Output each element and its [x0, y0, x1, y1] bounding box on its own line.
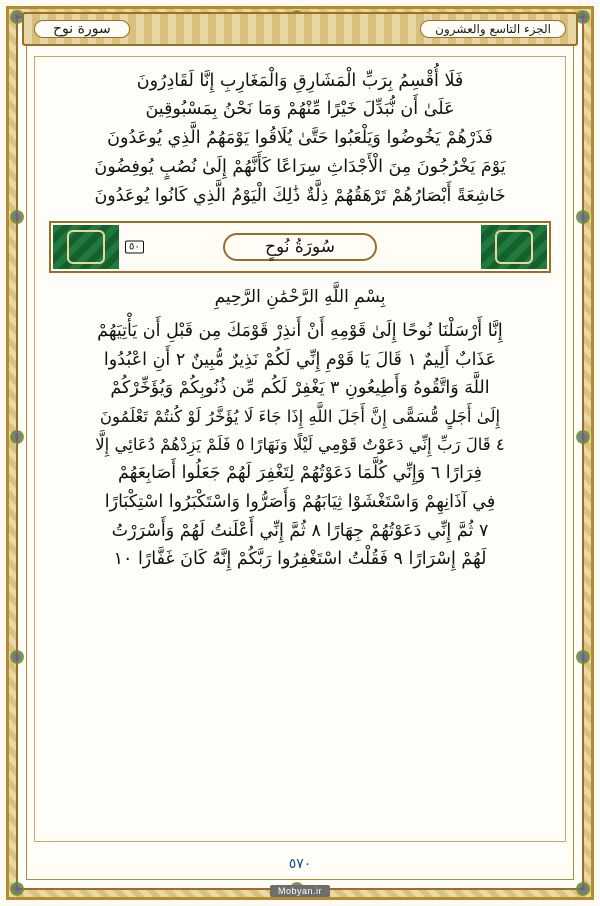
ayah-line: عَذَابٌ أَلِيمٌ ١ قَالَ يَا قَوْمِ إِنِّي لَكُمْ نَذِيرٌ مُّبِينٌ ٢ أَنِ اعْبُدُوا — [103, 349, 497, 370]
ayah-line: لَهُمْ إِسْرَارًا ٩ فَقُلْتُ اسْتَغْفِرُوا رَبَّكُمْ إِنَّهُ كَانَ غَفَّارًا ١٠ — [113, 549, 487, 570]
ayah-line: فِي آذَانِهِمْ وَاسْتَغْشَوْا ثِيَابَهُمْ وَأَصَرُّوا وَاسْتَكْبَرُوا اسْتِكْبَارًا — [104, 491, 496, 512]
knot-ornament-icon — [67, 230, 105, 264]
ayah-line: عَلَىٰ أَن نُّبَدِّلَ خَيْرًا مِّنْهُمْ وَمَا نَحْنُ بِمَسْبُوقِينَ — [145, 99, 455, 120]
sura-number-marker: ٥٠ — [125, 241, 144, 254]
floral-ornament-icon — [10, 650, 24, 664]
ornament-panel-right — [481, 225, 547, 269]
floral-ornament-icon — [576, 650, 590, 664]
floral-ornament-icon — [576, 430, 590, 444]
ayah-line: اللَّهَ وَاتَّقُوهُ وَأَطِيعُونِ ٣ يَغْفِرْ لَكُم مِّن ذُنُوبِكُمْ وَيُؤَخِّرْكُمْ — [110, 378, 490, 399]
page-number: ٥٧٠ — [288, 856, 312, 872]
basmala-line: بِسْمِ اللَّهِ الرَّحْمَٰنِ الرَّحِيمِ — [214, 287, 386, 308]
floral-ornament-icon — [10, 210, 24, 224]
ayah-line: إِلَىٰ أَجَلٍ مُّسَمًّى إِنَّ أَجَلَ اللَّهِ إِذَا جَاءَ لَا يُؤَخَّرُ لَوْ كُنتُمْ تَعْلَمُونَ — [99, 407, 501, 427]
ayah-line: فِرَارًا ٦ وَإِنِّي كُلَّمَا دَعَوْتُهُمْ لِتَغْفِرَ لَهُمْ جَعَلُوا أَصَابِعَهُمْ — [118, 462, 482, 483]
ayah-line: إِنَّا أَرْسَلْنَا نُوحًا إِلَىٰ قَوْمِهِ أَنْ أَنذِرْ قَوْمَكَ مِن قَبْلِ أَن يَأْتِيَهُمْ — [97, 320, 503, 341]
ornament-panel-left — [53, 225, 119, 269]
page-header-band — [22, 12, 578, 46]
juz-label: الجزء التاسع والعشرون — [420, 20, 566, 38]
ayah-line: فَذَرْهُمْ يَخُوضُوا وَيَلْعَبُوا حَتَّىٰ يُلَاقُوا يَوْمَهُمُ الَّذِي يُوعَدُونَ — [107, 128, 493, 149]
floral-ornament-icon — [10, 430, 24, 444]
watermark-label: Mobyan.ir — [270, 885, 330, 897]
knot-ornament-icon — [495, 230, 533, 264]
sura-name-label: سورة نوح — [34, 20, 130, 38]
ayah-line: ٤ قَالَ رَبِّ إِنِّي دَعَوْتُ قَوْمِي لَيْلًا وَنَهَارًا ٥ فَلَمْ يَزِدْهُمْ دُعَائِي إِلَّا — [95, 435, 505, 455]
ayah-line: فَلَا أُقْسِمُ بِرَبِّ الْمَشَارِقِ وَالْمَغَارِبِ إِنَّا لَقَادِرُونَ — [136, 70, 464, 91]
quran-text-frame — [34, 56, 566, 842]
sura-title-text: سُورَةُ نُوحٍ — [223, 233, 377, 261]
watermark — [0, 879, 600, 898]
sura-title-ornament — [49, 221, 551, 273]
floral-ornament-icon — [576, 210, 590, 224]
floral-ornament-icon — [576, 10, 590, 24]
ayah-line: ٧ ثُمَّ إِنِّي دَعَوْتُهُمْ جِهَارًا ٨ ثُمَّ إِنِّي أَعْلَنتُ لَهُمْ وَأَسْرَرْتُ — [111, 520, 489, 541]
ayah-line: يَوْمَ يَخْرُجُونَ مِنَ الْأَجْدَاثِ سِرَاعًا كَأَنَّهُمْ إِلَىٰ نُصُبٍ يُوفِضُونَ — [94, 157, 506, 178]
ayah-line: خَاشِعَةً أَبْصَارُهُمْ تَرْهَقُهُمْ ذِلَّةٌ ذَٰلِكَ الْيَوْمُ الَّذِي كَانُوا يُوعَدُونَ — [94, 185, 506, 206]
